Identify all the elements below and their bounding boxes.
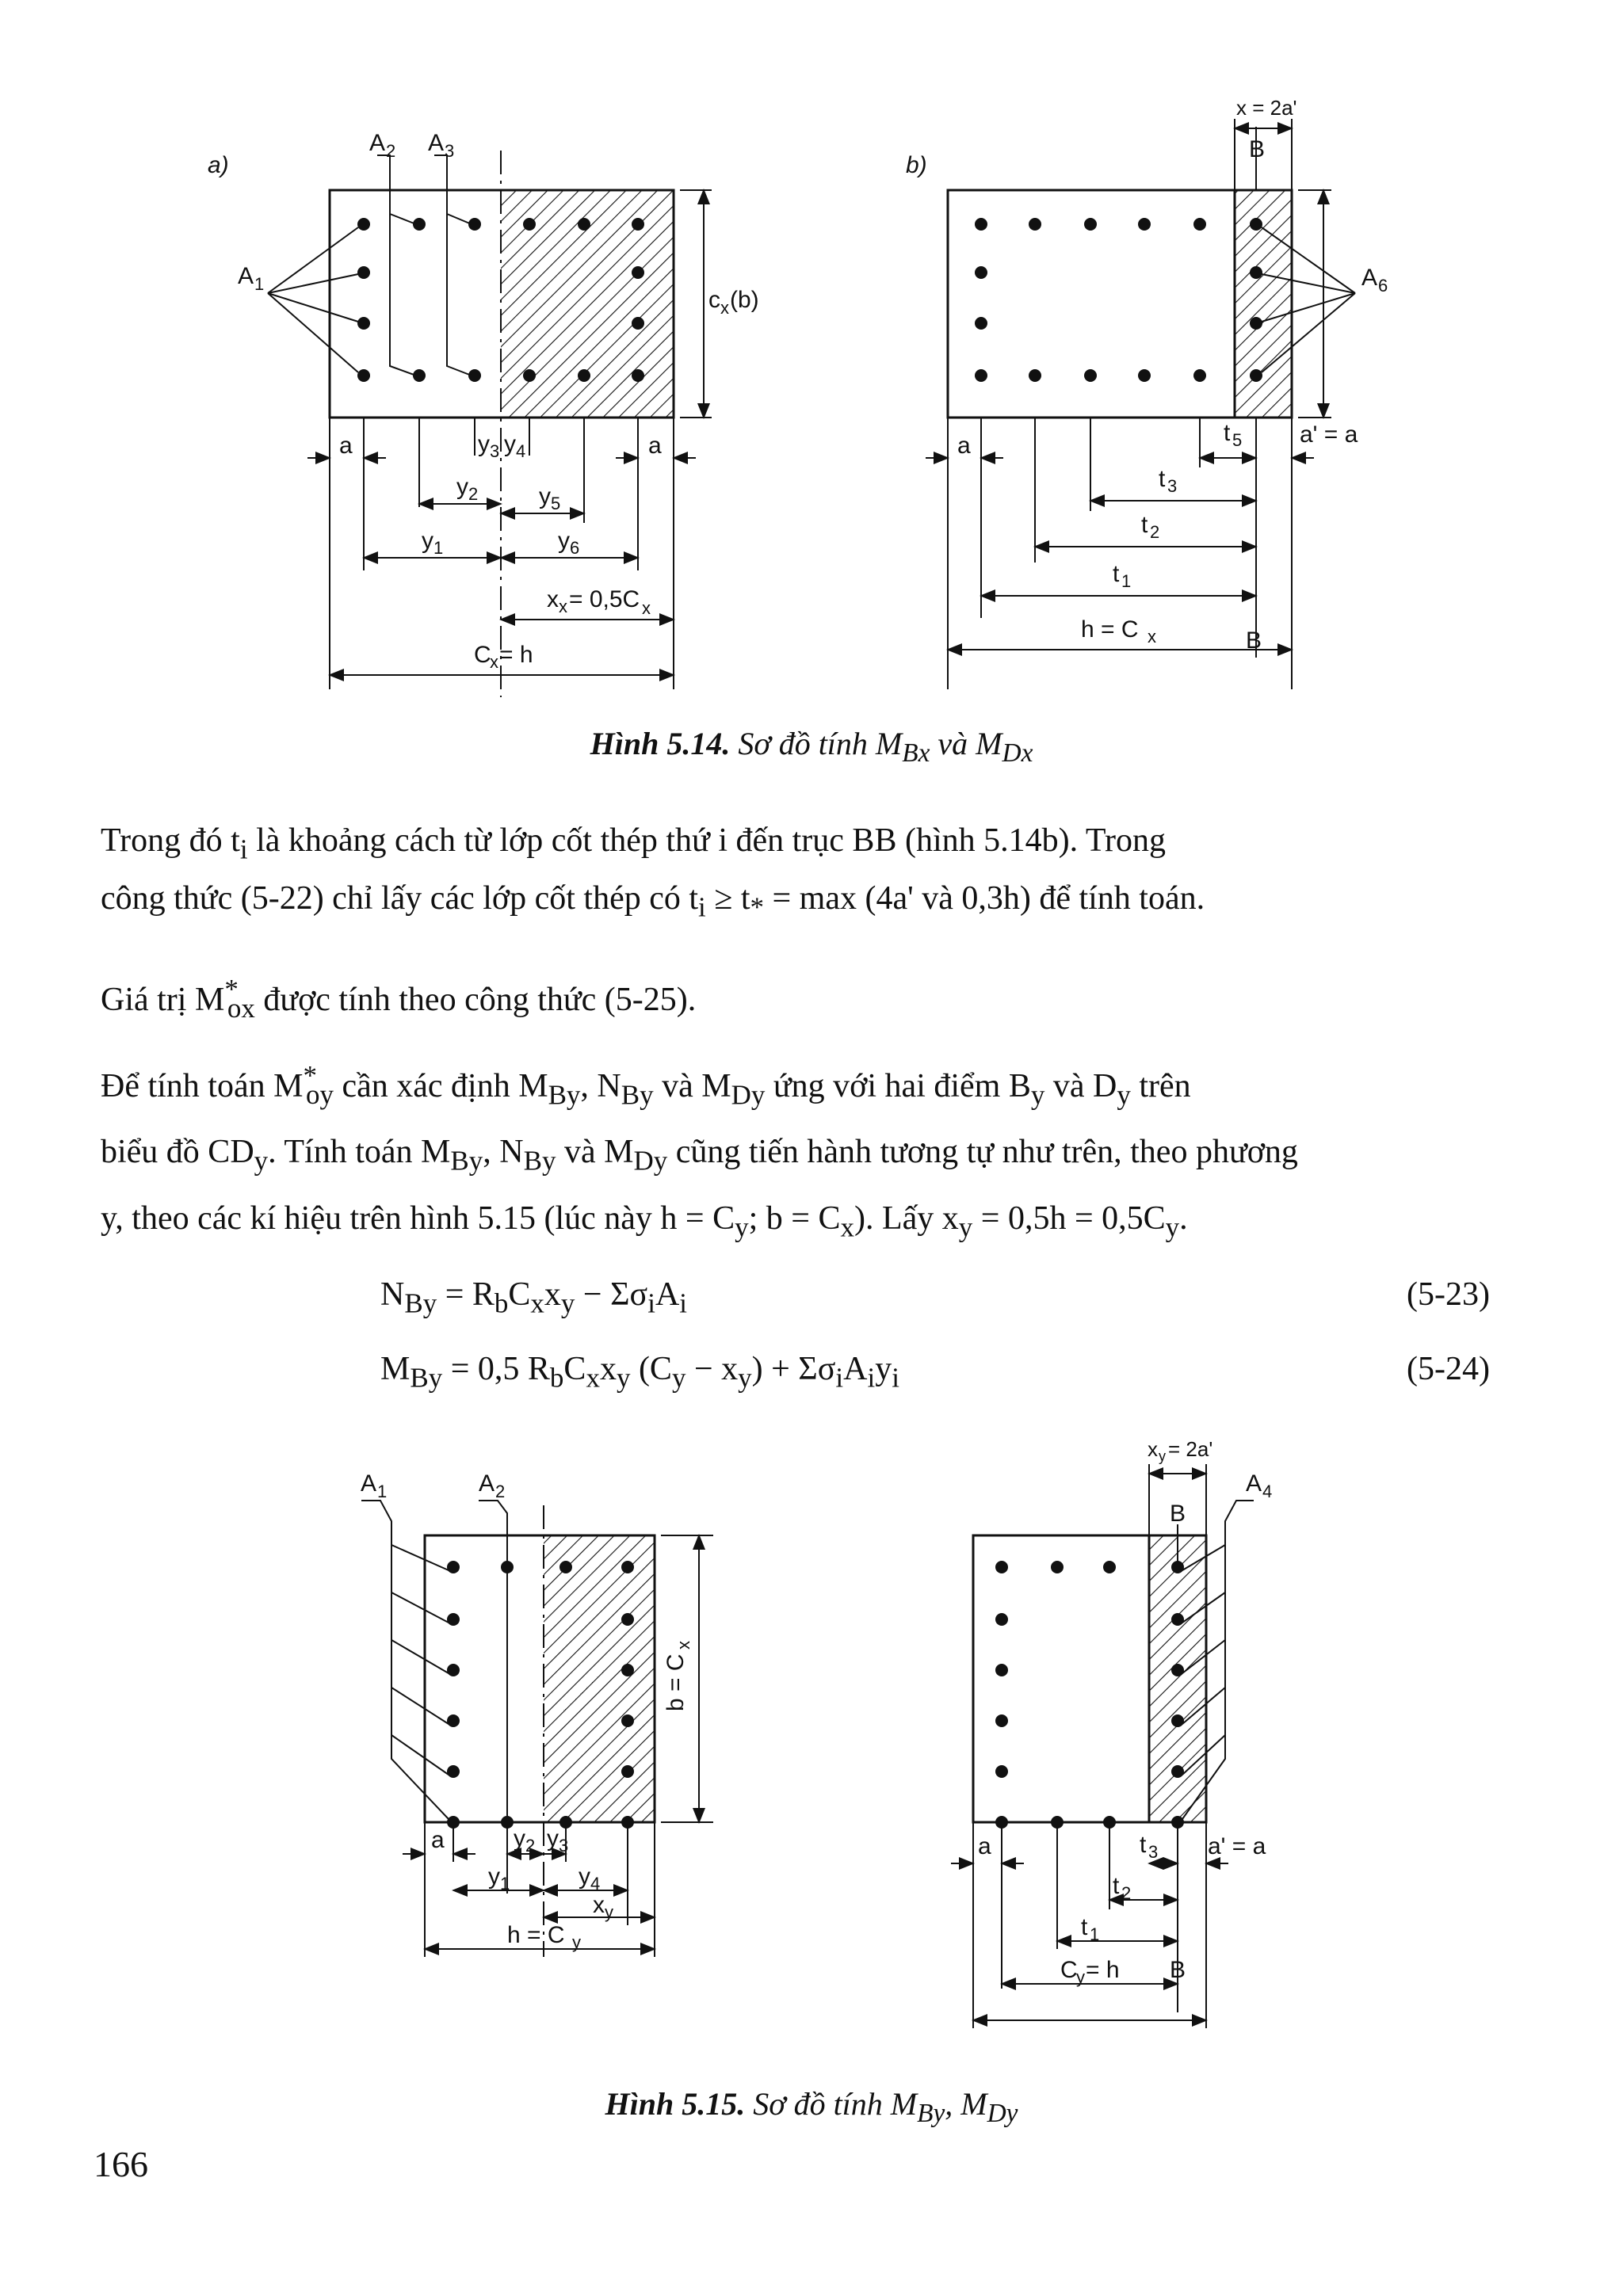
paragraph-3: Để tính toán $M^*_{oy}$ cần xác định $M_{By}$, $N_{By}$ và $M_{Dy}$ ứng với hai điểm $B_y$ và $D_y$ trên biểu đồ $CD_y$. Tính toán $M_{By}$, $N_{By}$ và $M_{Dy}$ cũng tiến hành tương tự như trên, theo phương y, theo các kí hiệu trên hình 5.15 (lúc này $h = C_y$; $b = C_x$). Lấy $x_y = 0,5h = 0,5C_y$. bbox=[101, 1060, 1298, 1243]
svg-text:= h: = h bbox=[499, 642, 533, 668]
compression-zone-hatch-b bbox=[1235, 190, 1292, 418]
label-y3: y bbox=[478, 431, 490, 457]
label-515-B-top: B bbox=[1170, 1501, 1186, 1527]
page-number: 166 bbox=[94, 2144, 148, 2184]
label-x-2a: x = 2a' bbox=[1236, 96, 1297, 120]
svg-text:y: y bbox=[1159, 1448, 1166, 1464]
label-A2-sub: 2 bbox=[386, 141, 396, 161]
svg-text:1: 1 bbox=[500, 1874, 510, 1894]
label-xy-2a: x bbox=[1148, 1437, 1158, 1461]
paragraph-1: Trong đó $t_i$ là khoảng cách từ lớp cốt thép thứ i đến trục BB (hình 5.14b). Trong công thức (5-22) chỉ lấy các lớp cốt thép có $t_i \ge t_* = \max (4a'$ và 0,3h) để tính toán. bbox=[101, 822, 1205, 923]
svg-text:3: 3 bbox=[559, 1836, 569, 1855]
svg-text:= 0,5C: = 0,5C bbox=[569, 586, 640, 612]
svg-text:x: x bbox=[642, 598, 651, 618]
svg-text:x: x bbox=[674, 1641, 693, 1650]
svg-text:1: 1 bbox=[1121, 571, 1132, 591]
svg-text:2: 2 bbox=[525, 1836, 536, 1855]
label-B-bottom: B bbox=[1246, 627, 1262, 654]
caption-figure-5-14: Hình 5.14. Sơ đồ tính $M_{Bx}$ và $M_{Dx}$ bbox=[590, 726, 1033, 768]
svg-text:= 2a': = 2a' bbox=[1168, 1437, 1213, 1461]
label-515-y2: y bbox=[514, 1825, 525, 1852]
label-cy-h: C bbox=[1060, 1957, 1078, 1983]
label-y6: y bbox=[558, 528, 570, 554]
svg-text:2: 2 bbox=[1121, 1883, 1132, 1903]
label-515-t1: t bbox=[1081, 1914, 1088, 1940]
label-A3-sub: 3 bbox=[445, 141, 455, 161]
panel-a-tag: a) bbox=[208, 152, 229, 178]
svg-text:5: 5 bbox=[1232, 430, 1243, 450]
figure-5-14-a bbox=[208, 130, 759, 697]
panel-b-tag: b) bbox=[906, 152, 927, 178]
label-515-xy: x bbox=[593, 1892, 605, 1918]
label-y1: y bbox=[422, 528, 433, 554]
label-a-left: a bbox=[339, 433, 353, 459]
svg-text:4: 4 bbox=[1262, 1482, 1273, 1501]
label-a-right: a bbox=[648, 433, 662, 459]
label-A3: A bbox=[428, 130, 445, 156]
svg-text:5: 5 bbox=[551, 494, 561, 513]
equation-5-23: $N_{By} = R_bC_xx_y - \Sigma\sigma_iA_i$ bbox=[380, 1276, 688, 1319]
label-A6: A bbox=[1361, 265, 1378, 291]
equation-number-5-24: (5-24) bbox=[1407, 1351, 1490, 1387]
label-cx-b-tail: (b) bbox=[730, 287, 759, 313]
label-t5: t bbox=[1224, 420, 1231, 446]
leaders-515-left bbox=[361, 1501, 713, 1822]
label-515-A4: A bbox=[1246, 1470, 1262, 1497]
svg-text:3: 3 bbox=[1167, 476, 1178, 496]
svg-text:x: x bbox=[559, 597, 567, 616]
hatch-515-left bbox=[544, 1535, 655, 1822]
label-h-cy: h = C bbox=[507, 1922, 565, 1948]
svg-text:3: 3 bbox=[490, 441, 500, 461]
label-t1: t bbox=[1113, 561, 1120, 587]
label-y2: y bbox=[456, 474, 468, 500]
label-b-cx: b = C bbox=[663, 1653, 689, 1711]
svg-text:x: x bbox=[490, 652, 498, 672]
label-a-eq: a' = a bbox=[1300, 421, 1358, 448]
rebar-dots-b bbox=[975, 218, 1262, 382]
svg-text:6: 6 bbox=[570, 538, 580, 558]
svg-text:y: y bbox=[1076, 1967, 1085, 1987]
caption-figure-5-15: Hình 5.15. Sơ đồ tính $M_{By}$, $M_{Dy}$ bbox=[605, 2086, 1018, 2128]
label-515-t3: t bbox=[1140, 1832, 1147, 1858]
label-515-y3: y bbox=[547, 1825, 559, 1852]
label-xx: x bbox=[547, 586, 559, 612]
equation-number-5-23: (5-23) bbox=[1407, 1276, 1490, 1313]
figure-5-15-right bbox=[951, 1437, 1272, 2028]
equation-5-24: $M_{By} = 0,5$ $R_bC_xx_y$ $(C_y - x_y) + \Sigma\sigma_iA_iy_i$ bbox=[380, 1351, 899, 1394]
svg-text:y: y bbox=[572, 1932, 581, 1952]
svg-text:3: 3 bbox=[1148, 1842, 1159, 1862]
label-y5: y bbox=[539, 483, 551, 509]
svg-text:2: 2 bbox=[1150, 522, 1160, 542]
label-515-t2: t bbox=[1113, 1873, 1120, 1899]
svg-text:4: 4 bbox=[516, 441, 526, 461]
figure-5-15-left bbox=[361, 1470, 713, 1957]
svg-text:1: 1 bbox=[377, 1482, 388, 1501]
svg-text:x: x bbox=[1148, 627, 1156, 646]
svg-text:y: y bbox=[605, 1902, 613, 1922]
label-A1-sub: 1 bbox=[254, 274, 265, 294]
label-A2: A bbox=[369, 130, 386, 156]
svg-text:2: 2 bbox=[468, 484, 479, 504]
svg-text:4: 4 bbox=[590, 1874, 601, 1894]
figure-5-14-b bbox=[906, 96, 1388, 689]
svg-text:1: 1 bbox=[433, 538, 444, 558]
label-515-A1: A bbox=[361, 1470, 377, 1497]
label-B-top: B bbox=[1249, 136, 1266, 162]
svg-text:2: 2 bbox=[495, 1482, 506, 1501]
label-cx-b-sub: x bbox=[720, 298, 729, 318]
label-A1: A bbox=[238, 263, 254, 289]
svg-text:1: 1 bbox=[1090, 1924, 1100, 1944]
label-515-y4: y bbox=[579, 1863, 590, 1890]
label-515-A2: A bbox=[479, 1470, 495, 1497]
label-515-B-bottom: B bbox=[1170, 1957, 1186, 1983]
label-515-a-eq: a' = a bbox=[1208, 1833, 1266, 1859]
label-t3: t bbox=[1159, 466, 1166, 492]
label-t2: t bbox=[1141, 512, 1148, 538]
label-y4: y bbox=[504, 431, 516, 457]
label-h-cx: h = C bbox=[1081, 616, 1139, 643]
label-a-left-b: a bbox=[957, 433, 971, 459]
svg-text:= h: = h bbox=[1086, 1957, 1120, 1983]
label-515-a: a bbox=[431, 1827, 445, 1853]
label-515-a-right: a bbox=[978, 1833, 991, 1859]
paragraph-2: Giá trị $M^*_{ox}$ được tính theo công thức (5-25). bbox=[101, 974, 697, 1024]
label-cx-h: C bbox=[474, 642, 491, 668]
label-cx-b: c bbox=[708, 287, 720, 313]
svg-text:6: 6 bbox=[1378, 276, 1388, 296]
label-515-y1: y bbox=[488, 1863, 500, 1890]
